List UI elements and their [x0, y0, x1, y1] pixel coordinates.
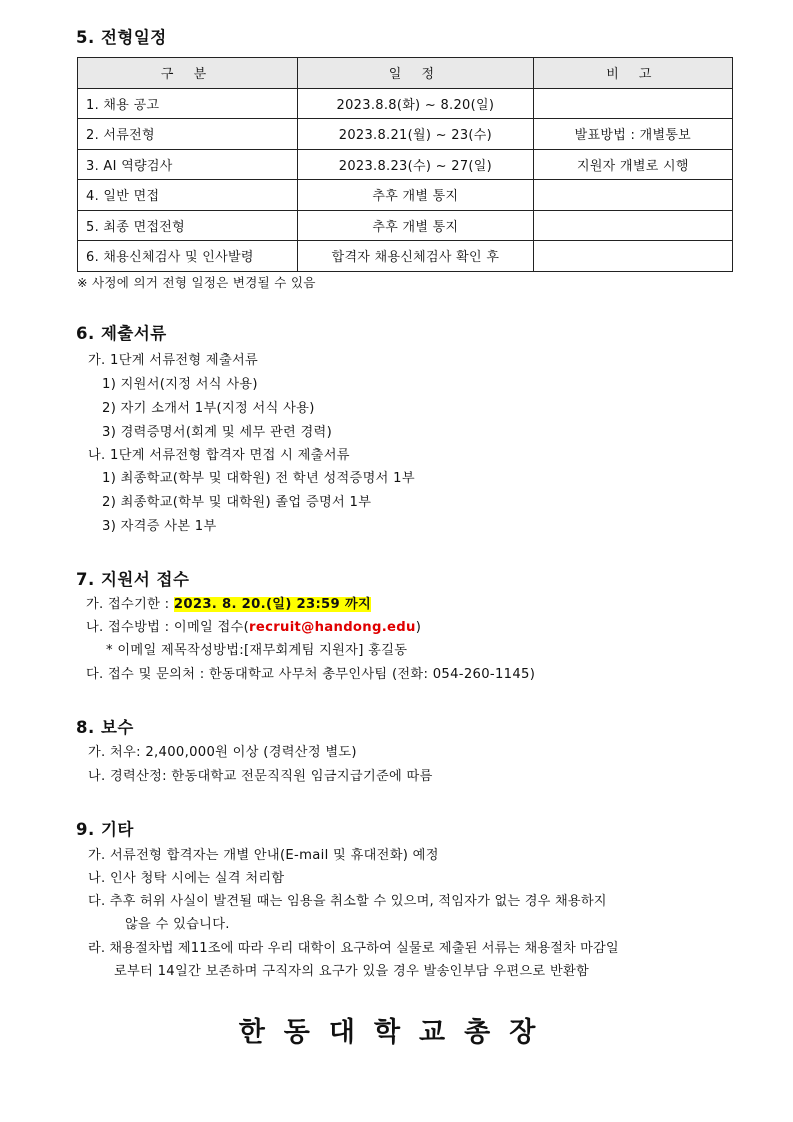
row-schedule: 2023.8.23(수) ~ 27(일)	[298, 149, 534, 180]
list-item: 3) 자격증 사본 1부	[102, 519, 217, 534]
list-item: 3) 경력증명서(회계 및 세무 관련 경력)	[102, 425, 333, 440]
row-schedule: 2023.8.8(화) ~ 8.20(일)	[298, 88, 534, 119]
schedule-table	[77, 57, 733, 272]
row-remarks	[533, 180, 732, 211]
schedule-note: ※ 사정에 의거 전형 일정은 변경될 수 있음	[77, 275, 316, 290]
row-remarks	[533, 88, 732, 119]
section-7-title: 7. 지원서 접수	[76, 570, 190, 589]
table-header-row	[78, 58, 733, 89]
header-schedule: 일 정	[298, 58, 534, 89]
career-line: 나. 경력산정: 한동대학교 전문직직원 임금지급기준에 따름	[88, 769, 433, 784]
row-category: 4. 일반 면접	[78, 180, 298, 211]
deadline-label: 가. 접수기한 :	[86, 597, 174, 612]
table-row	[78, 241, 733, 272]
table-row	[78, 149, 733, 180]
list-item: 1) 지원서(지정 서식 사용)	[102, 377, 258, 392]
row-remarks	[533, 210, 732, 241]
row-schedule: 추후 개별 통지	[298, 180, 534, 211]
header-remarks: 비 고	[533, 58, 732, 89]
section-9-title: 9. 기타	[76, 820, 134, 839]
deadline-line	[86, 593, 371, 612]
email-link[interactable]: recruit@handong.edu	[249, 620, 416, 635]
table-row	[78, 210, 733, 241]
row-category: 1. 채용 공고	[78, 88, 298, 119]
header-category: 구 분	[78, 58, 298, 89]
email-subject-note: * 이메일 제목작성방법:[재무회계팀 지원자] 홍길동	[106, 643, 408, 658]
list-item: 1) 최종학교(학부 및 대학원) 전 학년 성적증명서 1부	[102, 471, 415, 486]
row-schedule: 2023.8.21(월) ~ 23(수)	[298, 119, 534, 150]
row-category: 3. AI 역량검사	[78, 149, 298, 180]
row-category: 2. 서류전형	[78, 119, 298, 150]
deadline-value: 2023. 8. 20.(일) 23:59 까지	[173, 597, 371, 612]
method-suffix: )	[415, 620, 422, 635]
method-label: 나. 접수방법 : 이메일 접수(	[86, 620, 250, 635]
etc-item-ra-cont: 로부터 14일간 보존하며 구직자의 요구가 있을 경우 발송인부담 우편으로 반환함	[114, 964, 590, 979]
row-category: 5. 최종 면접전형	[78, 210, 298, 241]
table-row	[78, 119, 733, 150]
etc-item-da: 다. 추후 허위 사실이 발견될 때는 임용을 취소할 수 있으며, 적임자가 없는 경우 채용하지	[88, 894, 607, 909]
table-row	[78, 88, 733, 119]
docs-interview-heading: 나. 1단계 서류전형 합격자 면접 시 제출서류	[88, 448, 350, 463]
section-6-title: 6. 제출서류	[76, 324, 167, 343]
row-category: 6. 채용신체검사 및 인사발령	[78, 241, 298, 272]
row-schedule: 합격자 채용신체검사 확인 후	[298, 241, 534, 272]
etc-item-ra: 라. 채용절차법 제11조에 따라 우리 대학이 요구하여 실물로 제출된 서류는 채용절차 마감일	[88, 941, 619, 956]
etc-item-na: 나. 인사 청탁 시에는 실격 처리함	[88, 871, 285, 886]
contact-line: 다. 접수 및 문의처 : 한동대학교 사무처 총무인사팀 (전화: 054-260-1145)	[86, 667, 536, 682]
table-row	[78, 180, 733, 211]
list-item: 2) 최종학교(학부 및 대학원) 졸업 증명서 1부	[102, 495, 372, 510]
salary-line: 가. 처우: 2,400,000원 이상 (경력산정 별도)	[88, 745, 357, 760]
etc-item-da-cont: 않을 수 있습니다.	[125, 917, 230, 932]
docs-stage1-heading: 가. 1단계 서류전형 제출서류	[88, 353, 259, 368]
president-signature: 한동대학교총장	[238, 1017, 555, 1048]
row-remarks: 발표방법 : 개별통보	[533, 119, 732, 150]
row-schedule: 추후 개별 통지	[298, 210, 534, 241]
row-remarks: 지원자 개별로 시행	[533, 149, 732, 180]
method-line	[86, 616, 421, 635]
row-remarks	[533, 241, 732, 272]
section-8-title: 8. 보수	[76, 718, 134, 737]
list-item: 2) 자기 소개서 1부(지정 서식 사용)	[102, 401, 315, 416]
etc-item-ga: 가. 서류전형 합격자는 개별 안내(E-mail 및 휴대전화) 예정	[88, 848, 439, 863]
section-5-title: 5. 전형일정	[76, 28, 167, 47]
